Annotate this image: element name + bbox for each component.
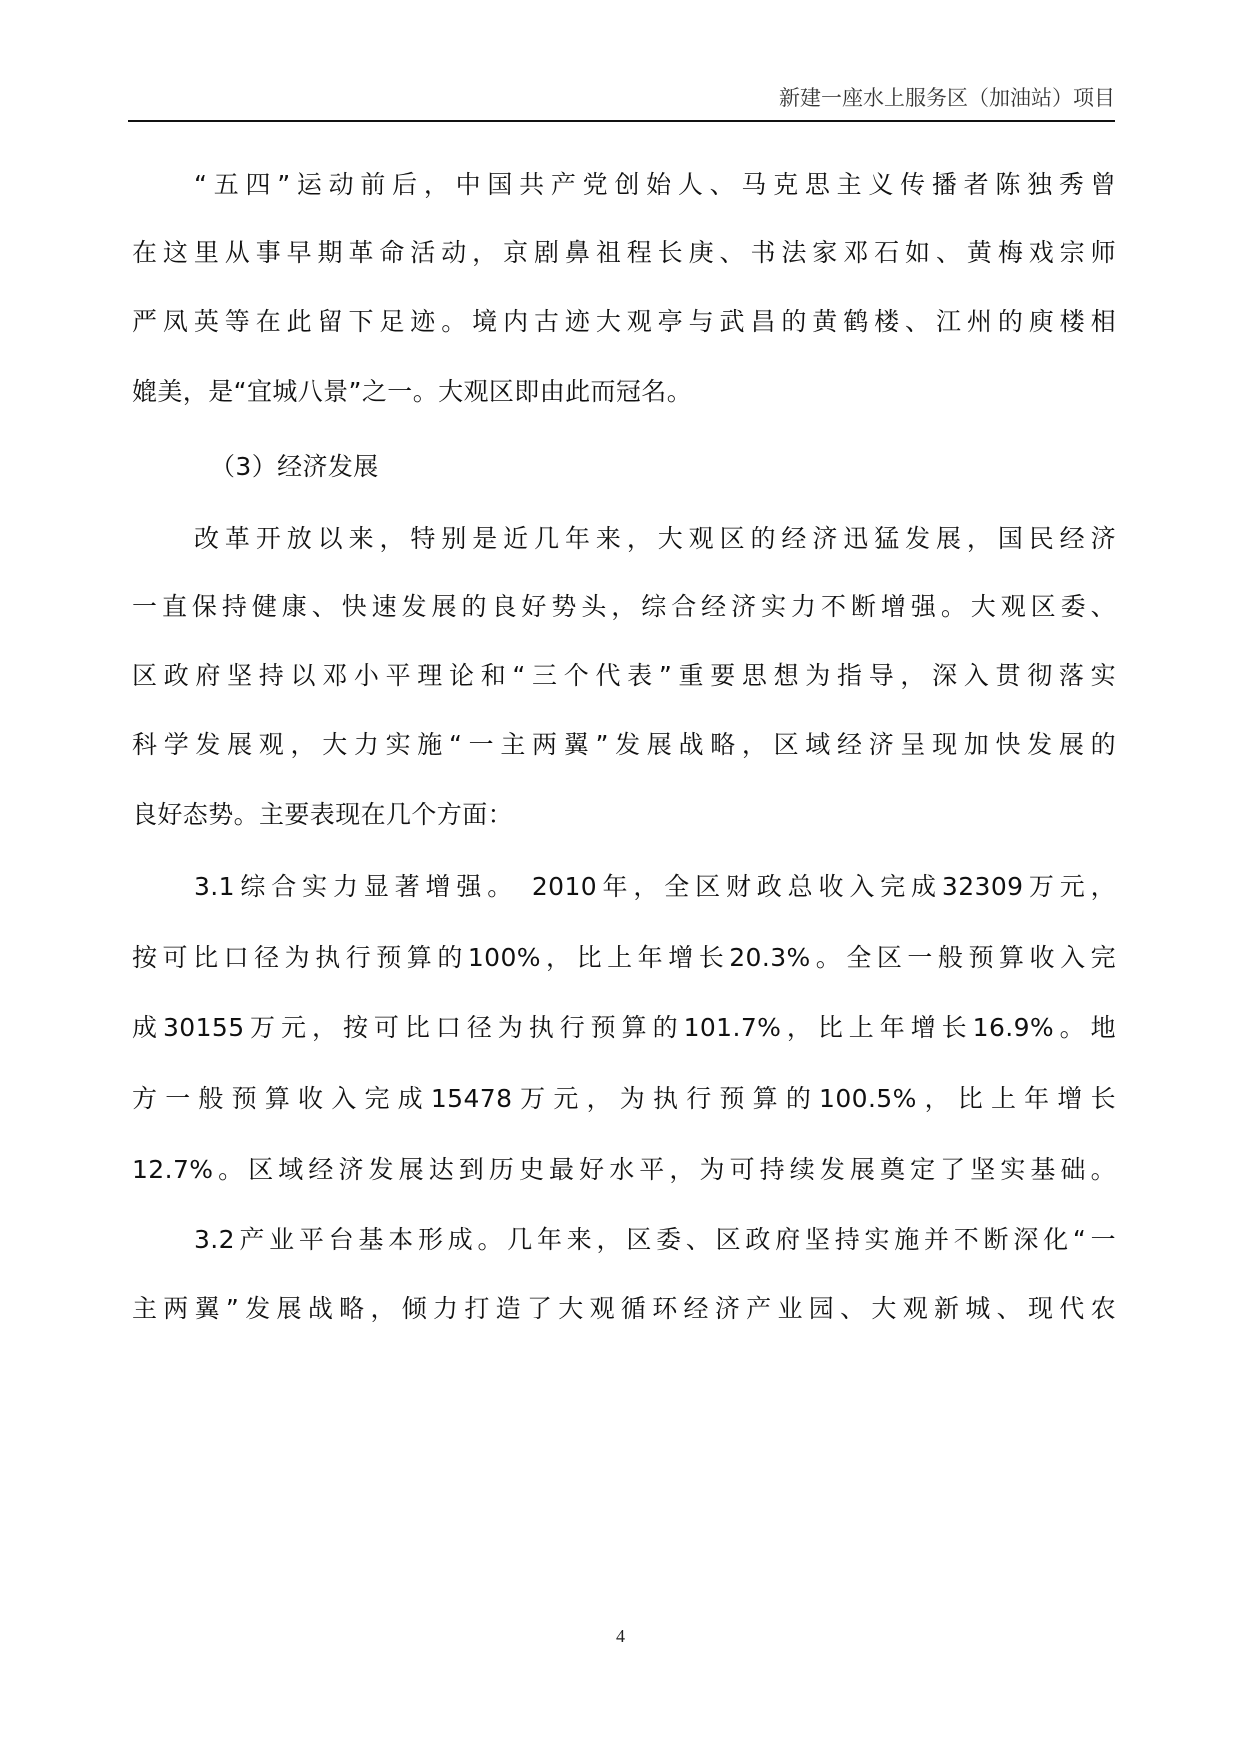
paragraph-line: 改革开放以来，特别是近几年来，大观区的经济迅猛发展，国民经济 [194, 524, 1116, 553]
section-heading: （3）经济发展 [210, 452, 379, 481]
paragraph-line: 良好态势。主要表现在几个方面： [132, 800, 514, 829]
paragraph-line: 按可比口径为执行预算的100%，比上年增长20.3%。全区一般预算收入完 [132, 943, 1116, 972]
paragraph-line: 在这里从事早期革命活动，京剧鼻祖程长庚、书法家邓石如、黄梅戏宗师 [132, 238, 1116, 267]
paragraph-line: 3.2产业平台基本形成。几年来，区委、区政府坚持实施并不断深化“一 [194, 1225, 1116, 1254]
paragraph-line: 媲美，是“宜城八景”之一。大观区即由此而冠名。 [132, 377, 693, 406]
paragraph-line: 3.1综合实力显著增强。 2010年，全区财政总收入完成32309万元， [194, 872, 1116, 901]
paragraph-line: 主两翼”发展战略，倾力打造了大观循环经济产业园、大观新城、现代农 [132, 1294, 1116, 1323]
paragraph-line: 12.7%。区域经济发展达到历史最好水平，为可持续发展奠定了坚实基础。 [132, 1155, 1116, 1184]
paragraph-line: 方一般预算收入完成15478万元，为执行预算的100.5%，比上年增长 [132, 1084, 1116, 1113]
header-title: 新建一座水上服务区（加油站）项目 [779, 86, 1115, 110]
paragraph-line: 成30155万元，按可比口径为执行预算的101.7%，比上年增长16.9%。地 [132, 1013, 1116, 1042]
paragraph-line: 严凤英等在此留下足迹。境内古迹大观亭与武昌的黄鹤楼、江州的庾楼相 [132, 307, 1116, 336]
paragraph-line: 科学发展观，大力实施“一主两翼”发展战略，区域经济呈现加快发展的 [132, 730, 1116, 759]
paragraph-line: 一直保持健康、快速发展的良好势头，综合经济实力不断增强。大观区委、 [132, 592, 1116, 621]
paragraph-line: “五四”运动前后，中国共产党创始人、马克思主义传播者陈独秀曾 [194, 170, 1116, 199]
page-number: 4 [616, 1626, 625, 1646]
page-header [128, 84, 1115, 122]
paragraph-line: 区政府坚持以邓小平理论和“三个代表”重要思想为指导，深入贯彻落实 [132, 661, 1116, 690]
